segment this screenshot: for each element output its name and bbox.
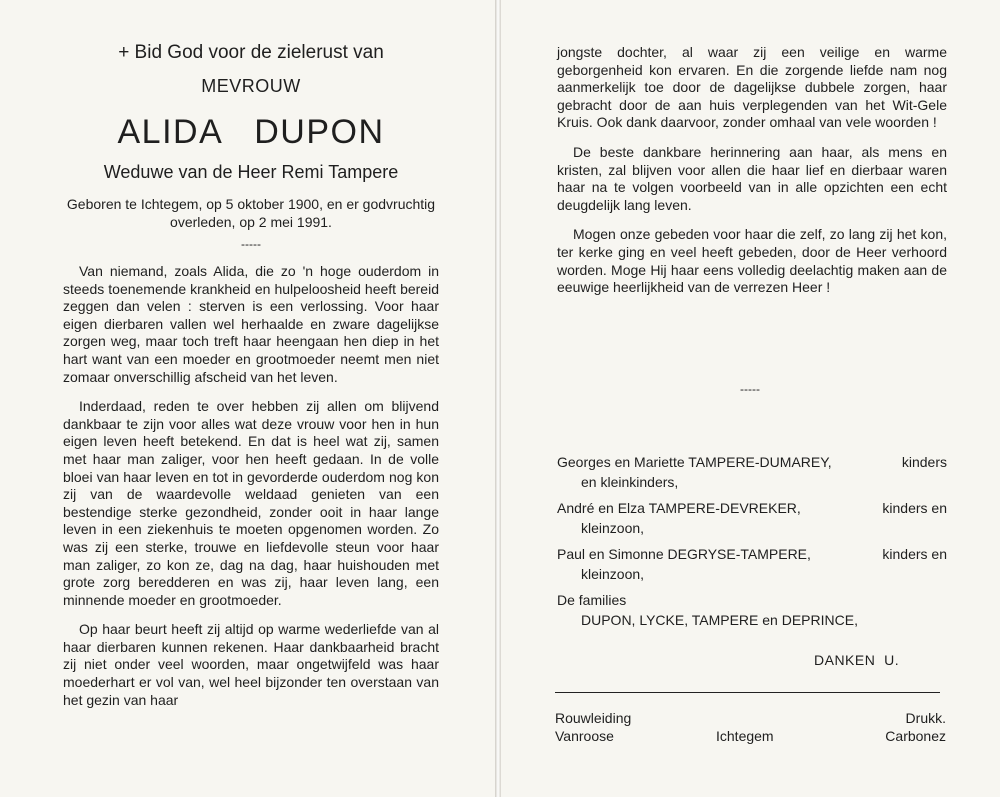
- signer-names: Paul en Simonne DEGRYSE-TAMPERE,: [557, 546, 811, 562]
- signer-entry: [557, 544, 947, 584]
- salutation: MEVROUW: [201, 76, 301, 96]
- signer-relation-cont: kleinzoon,: [581, 566, 645, 582]
- thanks-text: DANKEN U.: [814, 652, 900, 668]
- signer-entry: [557, 498, 947, 538]
- place: Ichtegem: [716, 728, 774, 744]
- left-content: [63, 42, 439, 709]
- signer-names: Georges en Mariette TAMPERE-DUMAREY,: [557, 454, 832, 470]
- paragraph: Inderdaad, reden te over hebben zij allen om blijvend dankbaar te zijn voor alles wat deze vrouw voor hen in hun eigen leven heeft betekend. En dat is heel wat zij, samen met haar man zaliger, voor hen heeft gedaan. In de volle bloei van haar leven en tot in gevorderde ouderdom nog kon zij van de waardevolle weldaad genieten van een bestendige sterke gezondheid, zonder ooit in haar lange leven in een ziekenhuis te moeten opgenomen worden. Zo was zij een sterke, trouwe en liefdevolle steun voor haar man zaliger, zo kon ze, dag na dag, haar huishouden met grote zorg beredderen en was zij, haar leven lang, een minnende moeder en grootmoeder.: [63, 398, 439, 608]
- separator: -----: [740, 382, 760, 396]
- signer-relation-cont: en kleinkinders,: [581, 474, 679, 490]
- printer-label: Drukk.: [905, 710, 946, 726]
- undertaker-label: Rouwleiding: [555, 710, 632, 726]
- signer-names: André en Elza TAMPERE-DEVREKER,: [557, 500, 801, 516]
- signer-relation: kinders: [901, 454, 947, 470]
- center-fold: [495, 0, 501, 797]
- separator: -----: [241, 237, 261, 251]
- birth-death-dates: Geboren te Ichtegem, op 5 oktober 1900, en er godvruchtig overleden, op 2 mei 1991.: [66, 196, 436, 230]
- printer: [870, 709, 946, 745]
- paragraph: Van niemand, zoals Alida, die zo 'n hoge ouderdom in steeds toenemende krankheid en hulpeloosheid heeft bereid zeggen dan velen : sterven is een verlossing. Voor haar eigen dierbaren vallen wel herhaalde en zware dagelijkse zorgen weg, maar toch treft haar heengaan hen diep in het hart want van een moeder en grootmoeder neemt men niet zomaar onverschillig afscheid van het leven.: [63, 263, 439, 385]
- signer-relation: kinders en: [882, 546, 947, 562]
- paragraph: Op haar beurt heeft zij altijd op warme wederliefde van al haar dierbaren kunnen rekenen. Haar dankbaarheid bracht zij niet onder veel woorden, maar ongetwijfeld was haar moederhart er vol van, wel heel bijzonder ten overstaan van het gezin van haar: [63, 621, 439, 708]
- families-entry: [557, 590, 947, 630]
- signer-entry: [557, 452, 947, 492]
- paragraph: Mogen onze gebeden voor haar die zelf, zo lang zij het kon, ter kerke ging en veel heeft gebeden, door de Heer verhoord worden. Moge Hij haar eens volledig deelachtig maken aan de eeuwige heerlijkheid van de verrezen Heer !: [557, 226, 947, 296]
- widow-of: Weduwe van de Heer Remi Tampere: [103, 162, 399, 182]
- invocation: + Bid God voor de zielerust van: [118, 42, 384, 63]
- right-content: [557, 44, 947, 297]
- paragraph: jongste dochter, al waar zij een veilige en warme geborgenheid kon ervaren. En die zorgende liefde nam nog aanmerkelijk toe door de dagelijkse dubbele zorgen, haar gebracht door de aan huis verplegenden van het Wit-Gele Kruis. Ook dank daarvoor, zonder omhaal van vele woorden !: [557, 44, 947, 131]
- printer-name: Carbonez: [885, 728, 946, 744]
- families-label: De families: [557, 592, 627, 608]
- deceased-name: ALIDA DUPON: [117, 113, 385, 151]
- paragraph: De beste dankbare herinnering aan haar, als mens en kristen, zal blijven voor allen die haar lief en dierbaar waren haar na te volgen voorbeeld van in alle opzichten een echt deugdelijk lang leven.: [557, 143, 947, 213]
- footer-rule: [555, 692, 940, 693]
- signers-list: [557, 452, 947, 636]
- signer-relation-cont: kleinzoon,: [581, 520, 645, 536]
- signer-relation: kinders en: [882, 500, 947, 516]
- undertaker-name: Vanroose: [555, 728, 614, 744]
- families-names: DUPON, LYCKE, TAMPERE en DEPRINCE,: [581, 612, 858, 628]
- undertaker: [555, 709, 631, 745]
